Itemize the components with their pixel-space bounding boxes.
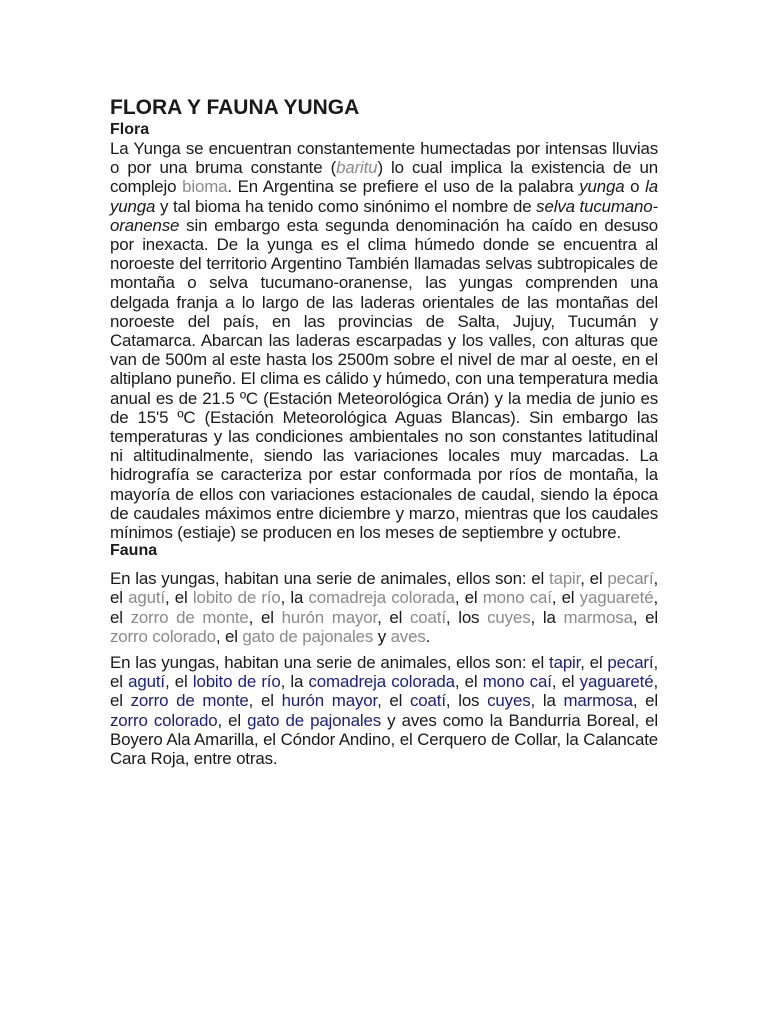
text-run: En las yungas, habitan una serie de animales, ellos son: el	[110, 569, 550, 589]
text-run: , el	[580, 653, 608, 673]
fauna-paragraph-1	[110, 569, 658, 646]
page-title: FLORA Y FAUNA YUNGA	[110, 96, 360, 119]
text-run: y	[373, 626, 391, 646]
link-text[interactable]: cuyes	[487, 607, 531, 627]
text-run: ) lo cual implica la existencia de un complejo	[110, 158, 658, 197]
text-run: La Yunga se encuentran constantemente humectadas por intensas lluvias o por una bruma constante (	[110, 139, 658, 178]
text-run: y tal bioma ha tenido como sinónimo el nombre de	[155, 196, 537, 216]
text-run: , el	[217, 710, 248, 730]
link-text[interactable]: mono caí	[482, 672, 552, 692]
link-text[interactable]: zorro de monte	[130, 691, 249, 711]
text-run: , el	[632, 691, 658, 711]
italic-term: la yunga	[110, 177, 658, 216]
link-text[interactable]: gato de pajonales	[242, 626, 374, 646]
text-run: , la	[530, 691, 564, 711]
link-text[interactable]: pecarí	[607, 653, 654, 673]
text-run: , el	[110, 569, 658, 608]
link-text[interactable]: zorro colorado	[110, 710, 218, 730]
text-run: y aves como la Bandurria Boreal, el Boyero Ala Amarilla, el Cóndor Andino, el Cerquero de Collar, la Calancate Cara Roja, entre otras.	[110, 710, 658, 769]
text-run: , el	[215, 626, 243, 646]
text-run: , el	[248, 607, 282, 627]
text-run: , la	[530, 607, 564, 627]
text-run: , el	[164, 588, 193, 608]
text-run: o	[624, 177, 646, 197]
text-run: , el	[164, 672, 193, 692]
text-run: , la	[280, 588, 309, 608]
link-text[interactable]: hurón mayor	[281, 691, 378, 711]
text-run: , el	[551, 588, 580, 608]
text-run: , los	[445, 607, 488, 627]
link-text[interactable]: comadreja colorada	[308, 588, 455, 608]
link-text[interactable]: pecarí	[607, 569, 654, 589]
text-run: , el	[454, 672, 483, 692]
italic-term: selva tucumano-oranense	[110, 196, 658, 235]
text-run: , el	[110, 653, 658, 692]
text-run: .	[425, 626, 431, 646]
text-run: , el	[248, 691, 282, 711]
text-run: , el	[580, 569, 608, 589]
link-text[interactable]: yaguareté	[579, 588, 654, 608]
text-run: sin embargo esta segunda denominación ha caído en desuso por inexacta. De la yunga es el clima húmedo donde se encuentra al noroeste del territorio Argentino También llamadas selvas subtropicales de montaña o selva tucumano-oranense, las yungas comprenden una delgada franja a lo largo de las laderas orientales de las montañas del noroeste del país, en las provincias de Salta, Jujuy, Tucumán y Catamarca. Abarcan las laderas escarpadas y los valles, con alturas que van de 500m al este hasta los 2500m sobre el nivel de mar al oeste, en el altiplano puneño. El clima es cálido y húmedo, con una temperatura media anual es de 21.5 ºC (Estación Meteorológica Orán) y la media de junio es de 15'5 ºC (Estación Meteorológica Aguas Blancas). Sin embargo las temperaturas y las condiciones ambientales no son constantes latitudinal ni altitudinalmente, siendo las variaciones locales muy marcadas. La hidrografía se caracteriza por estar conformada por ríos de montaña, la mayoría de ellos con variaciones estacionales de caudal, siendo la época de caudales máximos entre diciembre y marzo, mientras que los caudales mínimos (estiaje) se producen en los meses de septiembre y octubre.	[110, 215, 658, 543]
link-text[interactable]: lobito de río	[192, 588, 281, 608]
link-text[interactable]: zorro colorado	[110, 626, 216, 646]
fauna-heading: Fauna	[110, 542, 158, 560]
link-text[interactable]: agutí	[128, 672, 165, 692]
fauna-paragraph-2	[110, 653, 658, 768]
text-run: , los	[445, 691, 488, 711]
text-run: , el	[110, 672, 658, 711]
link-text[interactable]: marmosa	[563, 607, 633, 627]
link-text[interactable]: agutí	[128, 588, 165, 608]
text-run: , la	[280, 672, 309, 692]
link-text[interactable]: hurón mayor	[281, 607, 378, 627]
link-text[interactable]: comadreja colorada	[308, 672, 455, 692]
link-text[interactable]: zorro de monte	[130, 607, 249, 627]
document-page	[110, 95, 658, 768]
link-text[interactable]: tapir	[549, 653, 581, 673]
text-run: , el	[632, 607, 658, 627]
link-text[interactable]: marmosa	[563, 691, 633, 711]
flora-heading: Flora	[110, 121, 150, 138]
link-text[interactable]: lobito de río	[192, 672, 281, 692]
link-text[interactable]: coatí	[410, 607, 446, 627]
text-run: , el	[377, 607, 411, 627]
text-run: . En Argentina se prefiere el uso de la palabra	[227, 177, 580, 197]
link-text[interactable]: mono caí	[482, 588, 552, 608]
text-run: , el	[377, 691, 411, 711]
italic-term: yunga	[579, 177, 625, 197]
link-text[interactable]: aves	[390, 626, 426, 646]
text-run: En las yungas, habitan una serie de animales, ellos son: el	[110, 653, 550, 673]
flora-paragraph	[110, 139, 658, 542]
text-run: , el	[551, 672, 580, 692]
link-text[interactable]: bioma	[182, 177, 228, 197]
text-run: , el	[110, 588, 658, 627]
text-run: , el	[454, 588, 483, 608]
link-text[interactable]: gato de pajonales	[247, 710, 382, 730]
link-text[interactable]: coatí	[410, 691, 446, 711]
link-text[interactable]: baritu	[336, 158, 378, 178]
link-text[interactable]: cuyes	[487, 691, 531, 711]
link-text[interactable]: tapir	[549, 569, 581, 589]
link-text[interactable]: yaguareté	[579, 672, 654, 692]
